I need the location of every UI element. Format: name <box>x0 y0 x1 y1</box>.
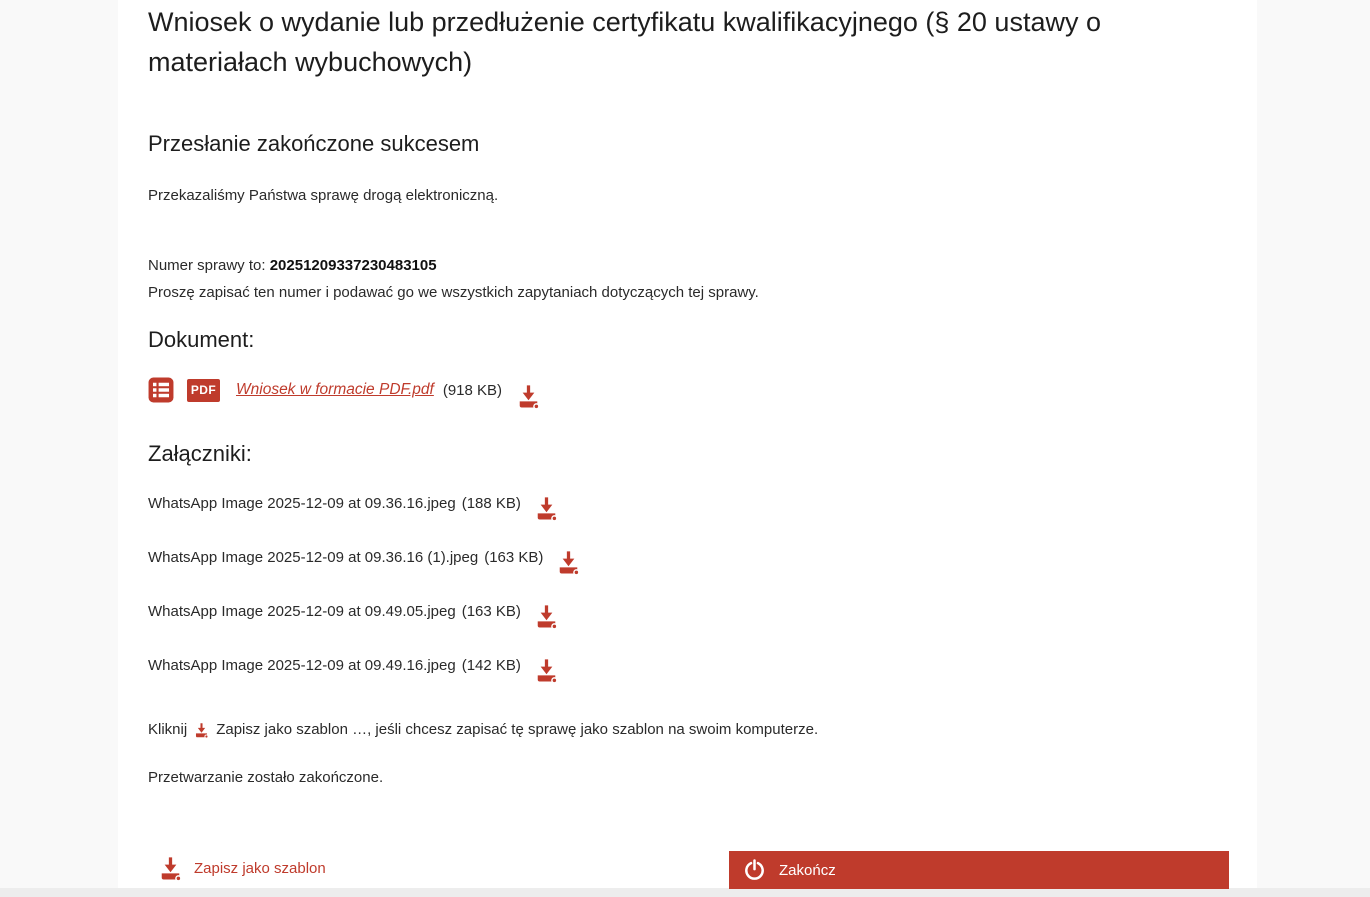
attachment-row <box>148 655 560 683</box>
finish-label: Zakończ <box>779 861 836 879</box>
processing-done-message: Przetwarzanie zostało zakończone. <box>148 769 384 786</box>
download-icon <box>157 854 184 882</box>
document-pdf-link[interactable]: Wniosek w formacie PDF.pdf <box>236 381 434 398</box>
success-message: Przekazaliśmy Państwa sprawę drogą elektroniczną. <box>148 187 499 204</box>
success-heading: Przesłanie zakończone sukcesem <box>148 131 480 156</box>
save-template-button[interactable] <box>157 854 326 882</box>
document-size: (918 KB) <box>442 381 503 399</box>
case-number-value: 20251209337230483105 <box>269 257 437 274</box>
attachment-row <box>148 493 560 521</box>
attachment-download-button[interactable] <box>555 548 582 576</box>
footer-strip <box>0 888 1370 897</box>
attachment-size: (142 KB) <box>461 657 521 674</box>
attachments-heading: Załączniki: <box>148 441 252 466</box>
case-number-note: Proszę zapisać ten numer i podawać go we wszystkich zapytaniach dotyczących tej sprawy. <box>148 284 759 301</box>
attachment-size: (188 KB) <box>461 495 521 512</box>
attachment-download-button[interactable] <box>533 602 560 630</box>
attachment-name: WhatsApp Image 2025-12-09 at 09.36.16 (1).jpeg <box>148 549 479 566</box>
attachment-name: WhatsApp Image 2025-12-09 at 09.49.16.jpeg <box>148 657 456 674</box>
finish-button[interactable] <box>729 851 1229 889</box>
attachment-download-button[interactable] <box>533 494 560 522</box>
download-icon <box>193 721 210 739</box>
template-hint <box>148 720 818 740</box>
pdf-badge: PDF <box>187 379 220 402</box>
page-title: Wniosek o wydanie lub przedłużenie certyfikatu kwalifikacyjnego (§ 20 ustawy o materiałach wybuchowych) <box>148 7 1101 77</box>
attachment-row <box>148 601 560 629</box>
template-hint-prefix: Kliknij <box>148 721 188 738</box>
attachment-row <box>148 547 582 575</box>
form-summary-icon <box>148 377 174 403</box>
power-icon <box>742 858 767 883</box>
document-heading: Dokument: <box>148 327 255 352</box>
attachment-size: (163 KB) <box>461 603 521 620</box>
attachment-download-button[interactable] <box>533 656 560 684</box>
document-row <box>148 374 542 406</box>
document-download-button[interactable] <box>515 382 542 410</box>
template-hint-suffix: Zapisz jako szablon …, jeśli chcesz zapisać tę sprawę jako szablon na swoim komputerze. <box>216 721 819 738</box>
case-number-label: Numer sprawy to: <box>148 257 266 274</box>
attachment-name: WhatsApp Image 2025-12-09 at 09.36.16.jpeg <box>148 495 456 512</box>
save-template-label: Zapisz jako szablon <box>194 859 326 877</box>
attachment-size: (163 KB) <box>484 549 544 566</box>
case-number-line <box>148 256 437 276</box>
attachment-name: WhatsApp Image 2025-12-09 at 09.49.05.jpeg <box>148 603 456 620</box>
